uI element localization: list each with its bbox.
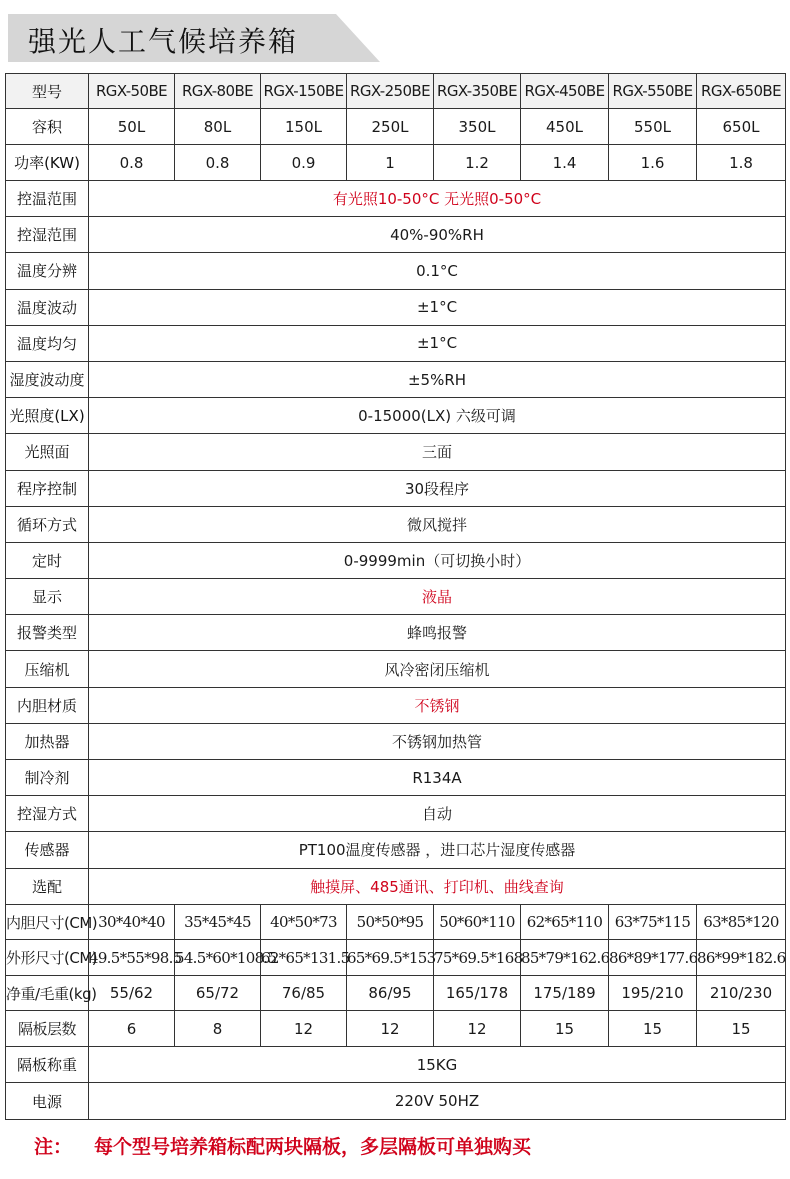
model-name: RGX-350BE: [434, 74, 521, 109]
spec-label: 温度分辨: [6, 253, 89, 289]
footnote: [34, 1132, 531, 1159]
spec-value: 风冷密闭压缩机: [89, 651, 786, 687]
spec-value: 12: [261, 1011, 347, 1047]
spec-value: 15: [521, 1011, 609, 1047]
spec-value: 80L: [175, 109, 261, 145]
spec-value: 85*79*162.6: [521, 940, 609, 976]
spec-value: 微风搅拌: [89, 506, 786, 542]
spec-value: 不锈钢加热管: [89, 723, 786, 759]
spec-label: 温度波动: [6, 289, 89, 325]
title-banner: [8, 14, 380, 62]
spec-value: 0.8: [89, 145, 175, 181]
spec-value: 0-9999min（可切换小时）: [89, 542, 786, 578]
spec-row: [6, 253, 786, 289]
spec-value: 1.4: [521, 145, 609, 181]
model-name: RGX-650BE: [697, 74, 786, 109]
spec-table: [5, 73, 786, 1120]
spec-table-body: [6, 74, 786, 1120]
spec-value: 650L: [697, 109, 786, 145]
spec-row: [6, 615, 786, 651]
spec-label: 功率(KW): [6, 145, 89, 181]
spec-label: 选配: [6, 868, 89, 904]
spec-label: 压缩机: [6, 651, 89, 687]
spec-value: 15KG: [89, 1046, 786, 1083]
spec-value: 40*50*73: [261, 904, 347, 940]
spec-value: 8: [175, 1011, 261, 1047]
spec-label: 控温范围: [6, 181, 89, 217]
spec-value: ±1°C: [89, 289, 786, 325]
spec-value: 6: [89, 1011, 175, 1047]
spec-value: 86*89*177.6: [609, 940, 697, 976]
spec-value: 62*65*131.5: [261, 940, 347, 976]
spec-value: 175/189: [521, 975, 609, 1011]
spec-value: 86*99*182.6: [697, 940, 786, 976]
spec-value: 15: [697, 1011, 786, 1047]
spec-label: 加热器: [6, 723, 89, 759]
spec-value: 62*65*110: [521, 904, 609, 940]
spec-value: 86/95: [347, 975, 434, 1011]
spec-value: 0.8: [175, 145, 261, 181]
spec-row: [6, 1046, 786, 1083]
spec-row: [6, 109, 786, 145]
spec-row: [6, 217, 786, 253]
spec-value: 15: [609, 1011, 697, 1047]
spec-label: 报警类型: [6, 615, 89, 651]
spec-row: [6, 796, 786, 832]
model-name: RGX-250BE: [347, 74, 434, 109]
spec-row: [6, 760, 786, 796]
footnote-key: 注：: [34, 1136, 73, 1158]
spec-row: [6, 832, 786, 868]
spec-value: 50*60*110: [434, 904, 521, 940]
spec-value: 165/178: [434, 975, 521, 1011]
spec-value: 液晶: [89, 579, 786, 615]
spec-value: 54.5*60*108.5: [175, 940, 261, 976]
spec-label: 程序控制: [6, 470, 89, 506]
spec-value: 1.8: [697, 145, 786, 181]
spec-value: 12: [347, 1011, 434, 1047]
spec-row: [6, 434, 786, 470]
spec-value: 65/72: [175, 975, 261, 1011]
spec-label: 容积: [6, 109, 89, 145]
spec-label: 湿度波动度: [6, 361, 89, 397]
model-name: RGX-450BE: [521, 74, 609, 109]
spec-value: 12: [434, 1011, 521, 1047]
spec-value: 蜂鸣报警: [89, 615, 786, 651]
spec-value: 65*69.5*153: [347, 940, 434, 976]
spec-row: [6, 542, 786, 578]
spec-value: 0.1°C: [89, 253, 786, 289]
spec-row: [6, 1083, 786, 1120]
spec-value: 63*85*120: [697, 904, 786, 940]
spec-row: [6, 506, 786, 542]
spec-value: 76/85: [261, 975, 347, 1011]
spec-label: 隔板层数: [6, 1011, 89, 1047]
spec-value: 0-15000(LX) 六级可调: [89, 398, 786, 434]
spec-label: 内胆材质: [6, 687, 89, 723]
spec-value: 50L: [89, 109, 175, 145]
spec-row: [6, 325, 786, 361]
spec-value: 75*69.5*168: [434, 940, 521, 976]
spec-row: [6, 470, 786, 506]
spec-row: [6, 940, 786, 976]
spec-label: 温度均匀: [6, 325, 89, 361]
spec-row: [6, 975, 786, 1011]
spec-label: 净重/毛重(kg): [6, 975, 89, 1011]
spec-value: 55/62: [89, 975, 175, 1011]
spec-value: 49.5*55*98.5: [89, 940, 175, 976]
spec-row: [6, 579, 786, 615]
spec-label: 传感器: [6, 832, 89, 868]
spec-value: ±5%RH: [89, 361, 786, 397]
spec-row: [6, 868, 786, 904]
spec-value: 1.6: [609, 145, 697, 181]
spec-value: 0.9: [261, 145, 347, 181]
spec-label: 光照度(LX): [6, 398, 89, 434]
spec-label: 电源: [6, 1083, 89, 1120]
spec-label: 显示: [6, 579, 89, 615]
header-label: 型号: [6, 74, 89, 109]
header-row: [6, 74, 786, 109]
spec-value: 三面: [89, 434, 786, 470]
spec-value: ±1°C: [89, 325, 786, 361]
spec-label: 控湿方式: [6, 796, 89, 832]
spec-value: 550L: [609, 109, 697, 145]
spec-label: 外形尺寸(CM): [6, 940, 89, 976]
spec-value: 40%-90%RH: [89, 217, 786, 253]
model-name: RGX-50BE: [89, 74, 175, 109]
spec-value: 220V 50HZ: [89, 1083, 786, 1120]
spec-label: 光照面: [6, 434, 89, 470]
spec-value: 195/210: [609, 975, 697, 1011]
spec-value: 350L: [434, 109, 521, 145]
spec-value: 自动: [89, 796, 786, 832]
model-name: RGX-550BE: [609, 74, 697, 109]
spec-value: 450L: [521, 109, 609, 145]
spec-label: 循环方式: [6, 506, 89, 542]
spec-row: [6, 1011, 786, 1047]
spec-value: R134A: [89, 760, 786, 796]
spec-value: 35*45*45: [175, 904, 261, 940]
spec-row: [6, 904, 786, 940]
spec-label: 内胆尺寸(CM): [6, 904, 89, 940]
page-title: 强光人工气候培养箱: [28, 25, 299, 58]
spec-row: [6, 723, 786, 759]
spec-label: 制冷剂: [6, 760, 89, 796]
spec-label: 控湿范围: [6, 217, 89, 253]
spec-row: [6, 289, 786, 325]
spec-value: 250L: [347, 109, 434, 145]
model-name: RGX-80BE: [175, 74, 261, 109]
spec-label: 隔板称重: [6, 1046, 89, 1083]
spec-value: 不锈钢: [89, 687, 786, 723]
spec-value: PT100温度传感器 ，进口芯片湿度传感器: [89, 832, 786, 868]
footnote-text: 每个型号培养箱标配两块隔板，多层隔板可单独购买: [94, 1136, 532, 1158]
spec-row: [6, 687, 786, 723]
spec-value: 63*75*115: [609, 904, 697, 940]
spec-row: [6, 651, 786, 687]
spec-value: 1: [347, 145, 434, 181]
model-name: RGX-150BE: [261, 74, 347, 109]
spec-label: 定时: [6, 542, 89, 578]
spec-value: 触摸屏、485通讯、打印机、曲线查询: [89, 868, 786, 904]
spec-value: 有光照10-50°C 无光照0-50°C: [89, 181, 786, 217]
spec-value: 30*40*40: [89, 904, 175, 940]
spec-value: 1.2: [434, 145, 521, 181]
spec-value: 50*50*95: [347, 904, 434, 940]
spec-value: 30段程序: [89, 470, 786, 506]
spec-row: [6, 145, 786, 181]
spec-value: 150L: [261, 109, 347, 145]
spec-row: [6, 181, 786, 217]
spec-row: [6, 361, 786, 397]
spec-value: 210/230: [697, 975, 786, 1011]
spec-row: [6, 398, 786, 434]
